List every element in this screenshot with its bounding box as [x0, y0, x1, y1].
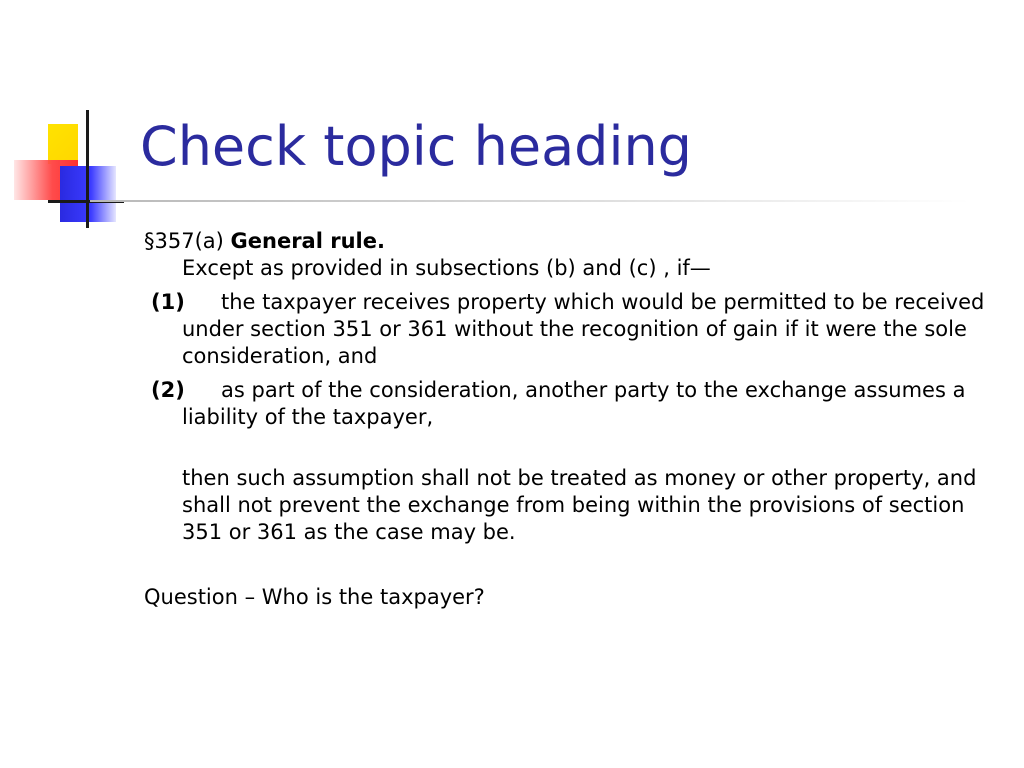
slide-body: [144, 228, 994, 611]
list-item: [144, 289, 994, 370]
section-cite: §357(a): [144, 229, 224, 253]
item-number: (1): [151, 290, 185, 314]
title-divider: [90, 200, 970, 202]
vertical-line-shape: [86, 110, 89, 228]
list-item: [144, 377, 994, 431]
item-text: the taxpayer receives property which would be permitted to be received under section 351 or 361 without the recognition of gain if it were the sole consideration, and: [182, 290, 985, 368]
item-text: as part of the consideration, another party to the exchange assumes a liability of the taxpayer,: [182, 378, 966, 429]
yellow-square-shape: [48, 124, 78, 164]
conclusion-paragraph: then such assumption shall not be treated as money or other property, and shall not prevent the exchange from being within the provisions of section 351 or 361 as the case may be.: [182, 466, 977, 544]
item-number: (2): [151, 378, 185, 402]
slide-title: Check topic heading: [140, 115, 692, 178]
slide-logo-graphic: [0, 0, 150, 240]
section-heading: General rule.: [230, 229, 385, 253]
section-intro: Except as provided in subsections (b) and (c) , if—: [182, 256, 711, 280]
question-text: Question – Who is the taxpayer?: [144, 585, 485, 609]
section-heading-line: [144, 228, 994, 255]
